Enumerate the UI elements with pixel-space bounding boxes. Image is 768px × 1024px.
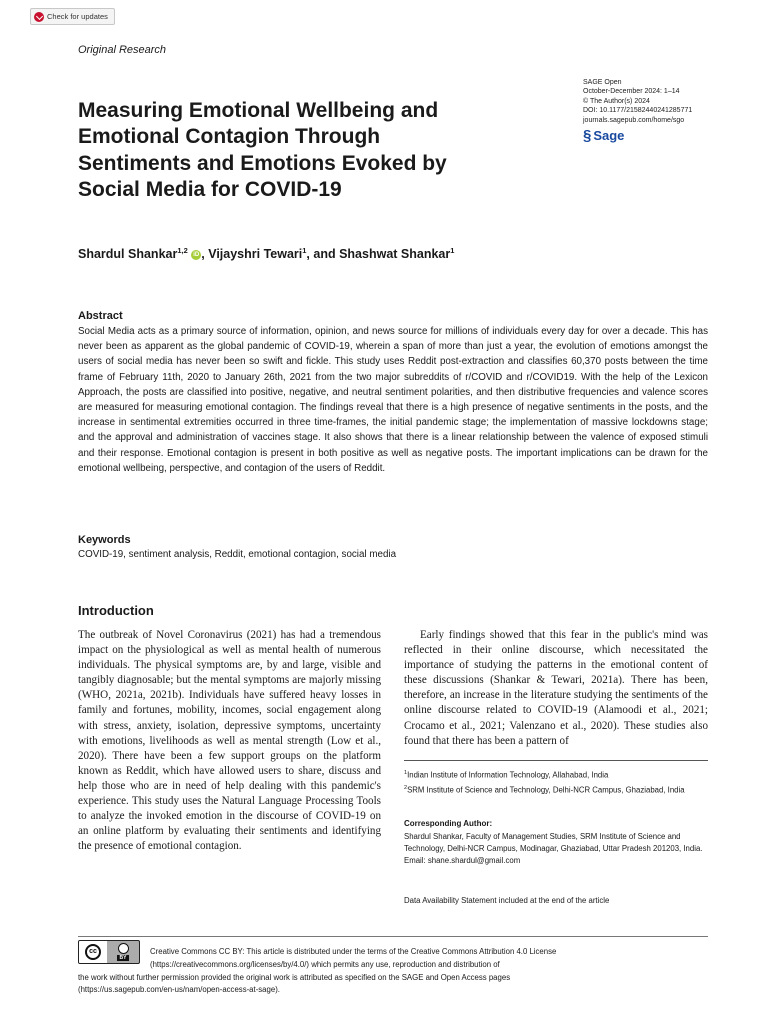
abstract-heading: Abstract <box>78 310 123 322</box>
license-line[interactable]: (https://creativecommons.org/licenses/by/4.0/) which permits any use, reproduction and distribution of <box>150 959 500 969</box>
orcid-icon[interactable]: iD <box>193 251 200 258</box>
affiliation-item <box>404 767 708 782</box>
affiliation-text: Indian Institute of Information Technology, Allahabad, India <box>407 770 609 780</box>
corresponding-author-heading: Corresponding Author: <box>404 819 493 828</box>
author-separator: , and <box>306 247 340 262</box>
check-updates-icon <box>34 12 44 22</box>
introduction-heading: Introduction <box>78 603 154 618</box>
keywords-text: COVID-19, sentiment analysis, Reddit, emotional contagion, social media <box>78 549 397 560</box>
author-affiliation-sup: 1 <box>302 246 307 255</box>
corresponding-author-details <box>404 831 708 868</box>
journal-copyright: © The Author(s) 2024 <box>583 97 650 105</box>
data-availability-note: Data Availability Statement included at the end of the article <box>404 896 610 905</box>
author-name[interactable]: Shashwat Shankar <box>339 247 451 262</box>
license-text <box>78 946 708 997</box>
check-updates-label: Check for updates <box>47 12 108 21</box>
affiliations <box>404 767 708 797</box>
footnote-divider <box>404 760 708 761</box>
introduction-left-column: The outbreak of Novel Coronavirus (2021) has had a tremendous impact on the physiological as well as mental health of numerous individuals. The physical symptoms are, by and large, visible and tangibly diagnosable; but the mental symptoms are majorly missing (WHO, 2021a, 2021b). Individuals have suffered heavy losses in family and fortunes, mobility, incomes, social engagement along with stress, anxiety, isolation, depressive symptoms, uncertainty with emotions, livelihoods as well as mental strength (Low et al., 2020). There have been a few support groups on the platform known as Reddit, which have allowed users to share, discuss and help those who are in need of help dealing with this pandemic's experience. This study uses the Natural Language Processing Tools to analyze the invoked emotion in the discourse of COVID-19 on an online platform by evaluating their sentiments and identifying the presence of emotional contagion. <box>78 629 381 853</box>
author-name[interactable]: Shardul Shankar <box>78 247 178 262</box>
cc-icon: cc <box>85 944 101 960</box>
journal-info <box>583 78 692 143</box>
sage-logo <box>583 128 692 143</box>
journal-doi[interactable]: DOI: 10.1177/21582440241285771 <box>583 107 693 115</box>
article-title: Measuring Emotional Wellbeing and Emotional Contagion Through Sentiments and Emotions Evoked by Social Media for COVID-19 <box>78 99 447 201</box>
journal-url[interactable]: journals.sagepub.com/home/sgo <box>583 116 685 124</box>
license-divider <box>78 936 708 937</box>
check-for-updates-button[interactable] <box>30 8 115 25</box>
affiliation-sup: 1 <box>404 770 408 776</box>
license-line: Creative Commons CC BY: This article is distributed under the terms of the Creative Commons Attribution 4.0 License <box>150 947 557 956</box>
author-name[interactable]: Vijayshri Tewari <box>208 247 303 262</box>
author-separator: , <box>201 247 209 262</box>
journal-issue: October-December 2024: 1–14 <box>583 88 680 96</box>
affiliation-item <box>404 782 708 797</box>
author-list <box>78 246 454 261</box>
license-line: the work without further permission provided the original work is attributed as specified on the SAGE and Open Access pages <box>78 972 511 982</box>
corresponding-author-address: Shardul Shankar, Faculty of Management Studies, SRM Institute of Science and Technology, Delhi-NCR Campus, Modinagar, Ghaziabad, Uttar Pradesh 201203, India. <box>404 832 703 854</box>
sage-logo-text: Sage <box>593 128 625 144</box>
author-affiliation-sup: 1 <box>450 246 455 255</box>
author-affiliation-sup: 1,2 <box>177 246 188 255</box>
affiliation-sup: 2 <box>404 784 408 791</box>
abstract-text: Social Media acts as a primary source of information, opinion, and news source for millions of individuals every day for over a decade. This has never been as apparent as the global pandemic of COVID-19, wherein a span of more than just a year, the evolution of emotions amongst the users of social media has never been so swift and fickle. This study uses Reddit post-extraction and classifies 60,370 posts between the time frame of February 11th, 2020 to January 26th, 2021 from the two major subreddits of r/COVID and r/COVID19. With the help of the Lexicon Approach, the posts are classified into positive, negative, and neutral sentiment polarities, and then distributive frequencies and valence scores are measured for measuring emotional contagion. The findings reveal that there is a high presence of negative sentiments in the posts, and the increase in sentimental extremities occurred in three time-frames, the initial pandemic stage; the implementation of massive lockdowns stage; and the approval and administration of vaccines stage. It also shows that there is a linear relationship between the valence of exposed stimuli and their response. Emotional contagion is present in both positive as well as negative posts. The important implications can be drawn for the emotional wellbeing, perspective, and contagion of the users of Reddit. <box>78 326 708 474</box>
by-label: BY <box>117 955 130 961</box>
article-type-label: Original Research <box>78 44 167 56</box>
sage-s-icon: § <box>583 127 592 145</box>
journal-name: SAGE Open <box>583 79 622 86</box>
license-line[interactable]: (https://us.sagepub.com/en-us/nam/open-access-at-sage). <box>78 985 280 995</box>
introduction-right-column: Early findings showed that this fear in the public's mind was reflected in their online discourse, which necessitated the importance of studying the patterns in the emotional content of these discussions (Shankar & Tewari, 2021a). There has been, therefore, an increase in the literature studying the sentiments of the online discourse related to COVID-19 (Alamoodi et al., 2021; Crocamo et al., 2021; Valenzano et al., 2020). These studies also found that there has been a pattern of <box>404 629 708 747</box>
affiliation-text: SRM Institute of Science and Technology, Delhi-NCR Campus, Ghaziabad, India <box>407 785 685 795</box>
keywords-heading: Keywords <box>78 534 131 546</box>
corresponding-author-email[interactable]: Email: shane.shardul@gmail.com <box>404 856 521 866</box>
